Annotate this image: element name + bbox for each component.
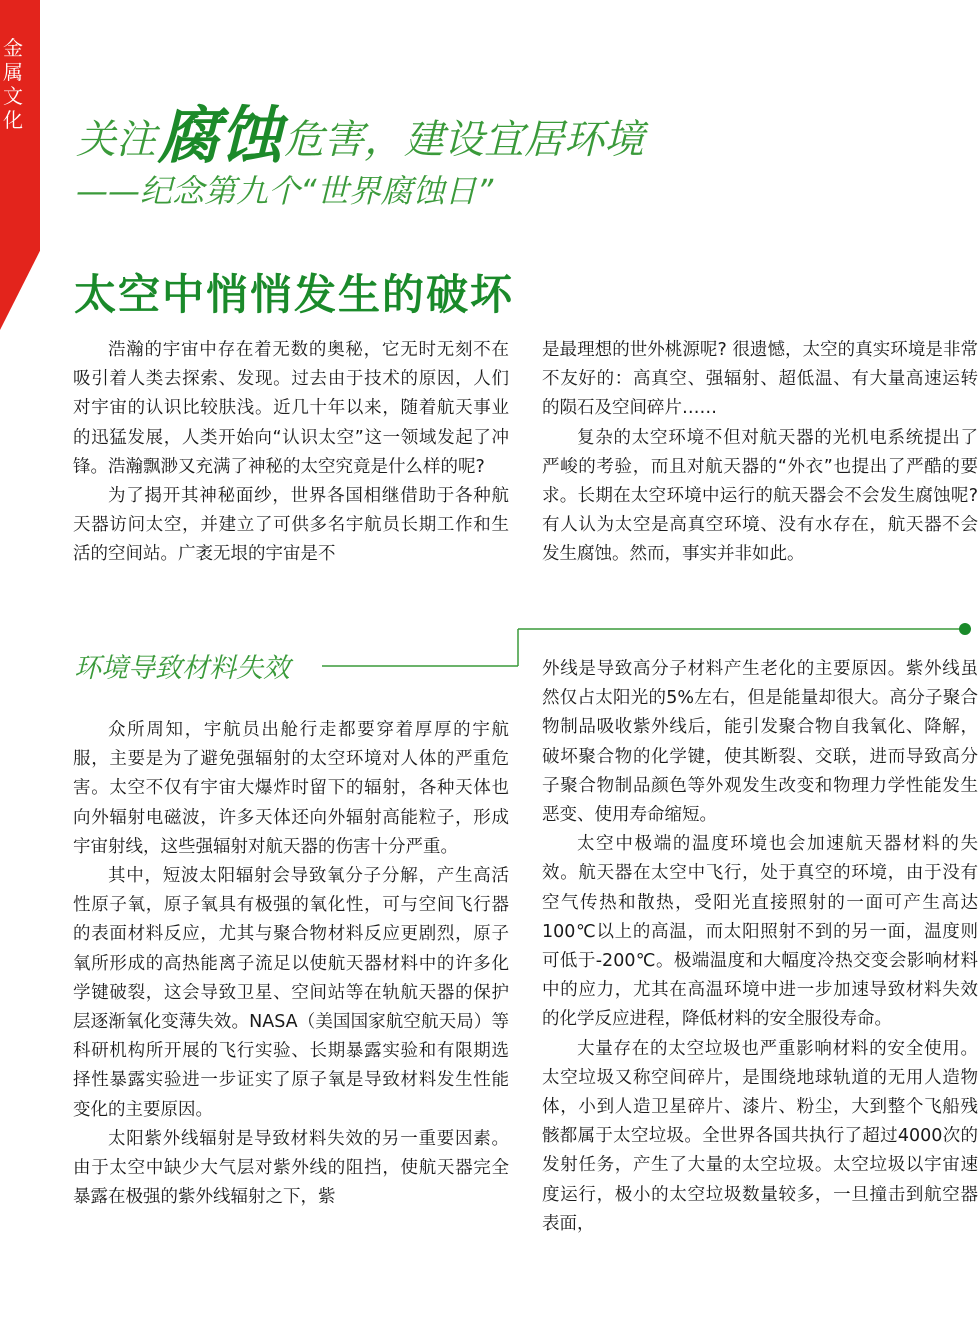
paragraph: 众所周知，宇航员出舱行走都要穿着厚厚的宇航服，主要是为了避免强辐射的太空环境对人体的严重危害。太空不仅有宇宙大爆炸时留下的辐射，各种天体也向外辐射电磁波，许多天体还向外辐射高能粒子，形成宇宙射线，这些强辐射对航天器的伤害十分严重。 [73,720,509,857]
banner-title-suffix: 危害，建设宜居环境 [284,117,645,163]
paragraph: 其中，短波太阳辐射会导致氧分子分解，产生高活性原子氧，原子氧具有极强的氧化性，可与空间飞行器的表面材料反应，尤其与聚合物材料反应更剧烈，原子氧所形成的高热能离子流足以使航天器材料中的许多化学键破裂，这会导致卫星、空间站等在轨航天器的保护层逐渐氧化变薄失效。NASA（美国国家航空航天局）等科研机构所开展的飞行实验、长期暴露实验和有限期选择性暴露实验进一步证实了原子氧是导致材料发生性能变化的主要原因。 [73,866,509,1120]
paragraph: 太阳紫外线辐射是导致材料失效的另一重要因素。由于太空中缺少大气层对紫外线的阻挡，使航天器完全暴露在极强的紫外线辐射之下，紫 [73,1128,509,1208]
banner-subtitle: ——纪念第九个“世界腐蚀日” [76,172,494,210]
paragraph: 外线是导致高分子材料产生老化的主要原因。紫外线虽然仅占太阳光的5%左右，但是能量却很大。高分子聚合物制品吸收紫外线后，能引发聚合物自我氧化、降解，破坏聚合物的化学键，使其断裂、交联，进而导致高分子聚合物制品颜色等外观发生改变和物理力学性能发生恶变、使用寿命缩短。 [542,659,978,826]
paragraph: 浩瀚的宇宙中存在着无数的奥秘，它无时无刻不在吸引着人类去探索、发现。过去由于技术的原因，人们对宇宙的认识比较肤浅。近几十年以来，随着航天事业的迅猛发展，人类开始向“认识太空”这一领域发起了冲锋。浩瀚飘渺又充满了神秘的太空究竟是什么样的呢? [73,340,509,477]
paragraph: 大量存在的太空垃圾也严重影响材料的安全使用。太空垃圾又称空间碎片，是围绕地球轨道的无用人造物体，小到人造卫星碎片、漆片、粉尘，大到整个飞船残骸都属于太空垃圾。全世界各国共执行了超过4000次的发射任务，产生了大量的太空垃圾。太空垃圾以宇宙速度运行，极小的太空垃圾数量较多，一旦撞击到航空器表面， [542,1038,978,1234]
text-column-3 [73,716,509,1212]
section-tab-char: 文 [3,84,23,108]
paragraph: 复杂的太空环境不但对航天器的光机电系统提出了严峻的考验，而且对航天器的“外衣”也提出了严酷的要求。长期在太空环境中运行的航天器会不会发生腐蚀呢? 有人认为太空是高真空环境、没有水存在，航天器不会发生腐蚀。然而，事实并非如此。 [542,427,978,565]
banner-title-emphasis: 腐蚀 [158,99,283,172]
banner-title-prefix: 关注 [76,117,156,163]
divider-dot [959,623,971,635]
paragraph: 为了揭开其神秘面纱，世界各国相继借助于各种航天器访问太空，并建立了可供多名宇航员长期工作和生活的空间站。广袤无垠的宇宙是不 [73,486,509,565]
section-tab-char: 属 [3,60,23,84]
text-column-4 [542,655,978,1239]
article-title: 太空中悄悄发生的破坏 [74,270,515,319]
section-tab-char: 金 [3,36,23,60]
section-tab-char: 化 [3,108,23,132]
paragraph: 太空中极端的温度环境也会加速航天器材料的失效。航天器在太空中飞行，处于真空的环境，由于没有空气传热和散热，受阳光直接照射的一面可产生高达100℃以上的高温，而太阳照射不到的另一面，温度则可低于-200℃。极端温度和大幅度冷热交变会影响材料中的应力，尤其在高温环境中进一步加速导致材料失效的化学反应进程，降低材料的安全服役寿命。 [542,834,978,1030]
paragraph: 是最理想的世外桃源呢? 很遗憾，太空的真实环境是非常不友好的：高真空、强辐射、超低温、有大量高速运转的陨石及空间碎片…… [542,340,978,419]
section-heading: 环境导致材料失效 [74,653,290,684]
